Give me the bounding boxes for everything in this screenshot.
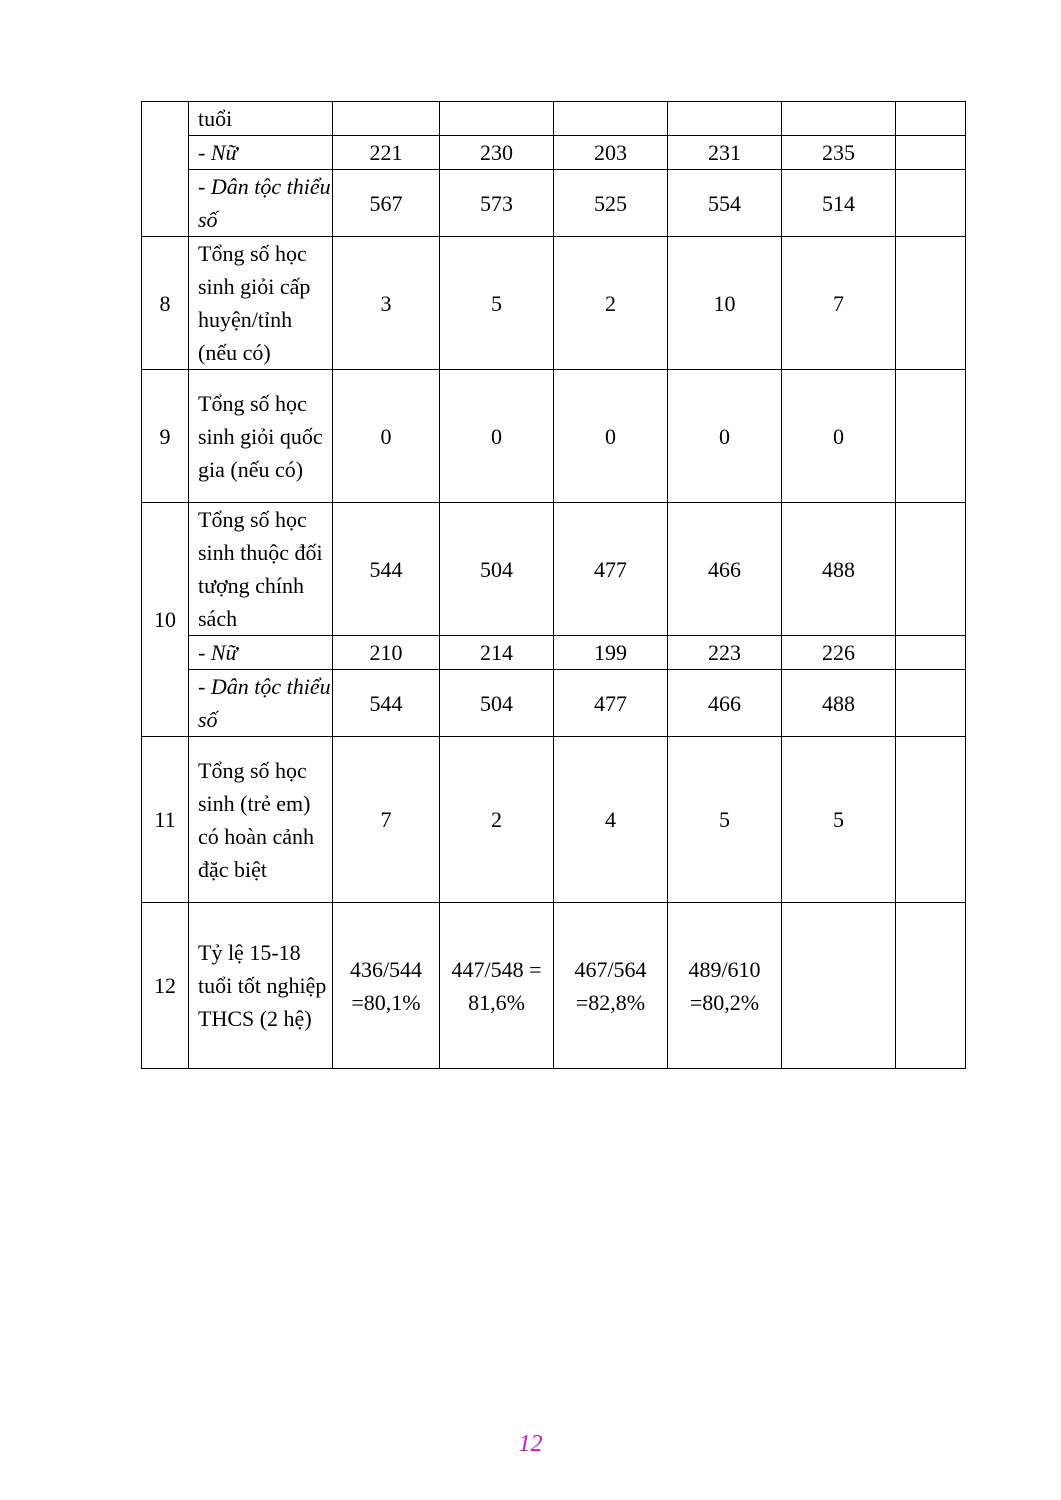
value-cell: 210: [333, 636, 440, 670]
stt-cell: 8: [142, 237, 189, 370]
value-cell: 544: [333, 670, 440, 737]
value-cell: 231: [668, 136, 782, 170]
value-cell: [896, 737, 966, 903]
table-row: [142, 503, 966, 636]
value-cell: 544: [333, 503, 440, 636]
page-number: 12: [518, 1431, 543, 1457]
table-row: [142, 136, 966, 170]
table-row: [142, 370, 966, 503]
table-row: [142, 737, 966, 903]
table-row: [142, 903, 966, 1069]
value-cell: 0: [333, 370, 440, 503]
value-cell: 235: [782, 136, 896, 170]
stt-cell: 9: [142, 370, 189, 503]
value-cell: 2: [554, 237, 668, 370]
value-cell: [782, 903, 896, 1069]
value-cell: [896, 136, 966, 170]
value-cell: [668, 102, 782, 136]
table-row: [142, 102, 966, 136]
value-cell: 554: [668, 170, 782, 237]
value-cell: 0: [554, 370, 668, 503]
value-cell: 0: [440, 370, 554, 503]
value-cell: 466: [668, 503, 782, 636]
value-cell: 5: [440, 237, 554, 370]
row-label: Tổng số học sinh thuộc đối tượng chính sách: [189, 503, 333, 636]
table-row: [142, 670, 966, 737]
value-cell: 477: [554, 503, 668, 636]
value-cell: 0: [782, 370, 896, 503]
row-label: Tổng số học sinh giỏi cấp huyện/tỉnh (nếu có): [189, 237, 333, 370]
value-cell: [554, 102, 668, 136]
table-row: [142, 636, 966, 670]
value-cell: 7: [782, 237, 896, 370]
value-cell: [896, 370, 966, 503]
value-cell: 525: [554, 170, 668, 237]
value-cell: [440, 102, 554, 136]
row-label: Tỷ lệ 15-18 tuổi tốt nghiệp THCS (2 hệ): [189, 903, 333, 1069]
value-cell: 573: [440, 170, 554, 237]
value-cell: 5: [782, 737, 896, 903]
value-cell: 226: [782, 636, 896, 670]
value-cell: [896, 903, 966, 1069]
value-cell: 7: [333, 737, 440, 903]
value-cell: [896, 170, 966, 237]
value-cell: 489/610 =80,2%: [668, 903, 782, 1069]
value-cell: 223: [668, 636, 782, 670]
table-row: [142, 237, 966, 370]
value-cell: 436/544 =80,1%: [333, 903, 440, 1069]
value-cell: 477: [554, 670, 668, 737]
value-cell: [896, 503, 966, 636]
row-label: - Nữ: [189, 636, 333, 670]
stt-cell: 11: [142, 737, 189, 903]
stt-cell: [142, 102, 189, 237]
value-cell: 514: [782, 170, 896, 237]
value-cell: 5: [668, 737, 782, 903]
row-label: Tổng số học sinh (trẻ em) có hoàn cảnh đặc biệt: [189, 737, 333, 903]
value-cell: 230: [440, 136, 554, 170]
row-label: - Dân tộc thiểu số: [189, 170, 333, 237]
value-cell: [782, 102, 896, 136]
row-label: - Nữ: [189, 136, 333, 170]
value-cell: 221: [333, 136, 440, 170]
value-cell: 504: [440, 503, 554, 636]
row-label: Tổng số học sinh giỏi quốc gia (nếu có): [189, 370, 333, 503]
statistics-table: [141, 101, 966, 1069]
value-cell: 2: [440, 737, 554, 903]
value-cell: [896, 670, 966, 737]
value-cell: 10: [668, 237, 782, 370]
value-cell: 488: [782, 670, 896, 737]
value-cell: 504: [440, 670, 554, 737]
value-cell: 567: [333, 170, 440, 237]
value-cell: 466: [668, 670, 782, 737]
value-cell: [333, 102, 440, 136]
value-cell: 0: [668, 370, 782, 503]
value-cell: 199: [554, 636, 668, 670]
stt-cell: 10: [142, 503, 189, 737]
value-cell: 4: [554, 737, 668, 903]
value-cell: [896, 237, 966, 370]
value-cell: 3: [333, 237, 440, 370]
value-cell: 214: [440, 636, 554, 670]
value-cell: 203: [554, 136, 668, 170]
value-cell: [896, 102, 966, 136]
row-label: tuổi: [189, 102, 333, 136]
stt-cell: 12: [142, 903, 189, 1069]
value-cell: 488: [782, 503, 896, 636]
table-row: [142, 170, 966, 237]
value-cell: 467/564 =82,8%: [554, 903, 668, 1069]
value-cell: [896, 636, 966, 670]
row-label: - Dân tộc thiểu số: [189, 670, 333, 737]
value-cell: 447/548 = 81,6%: [440, 903, 554, 1069]
